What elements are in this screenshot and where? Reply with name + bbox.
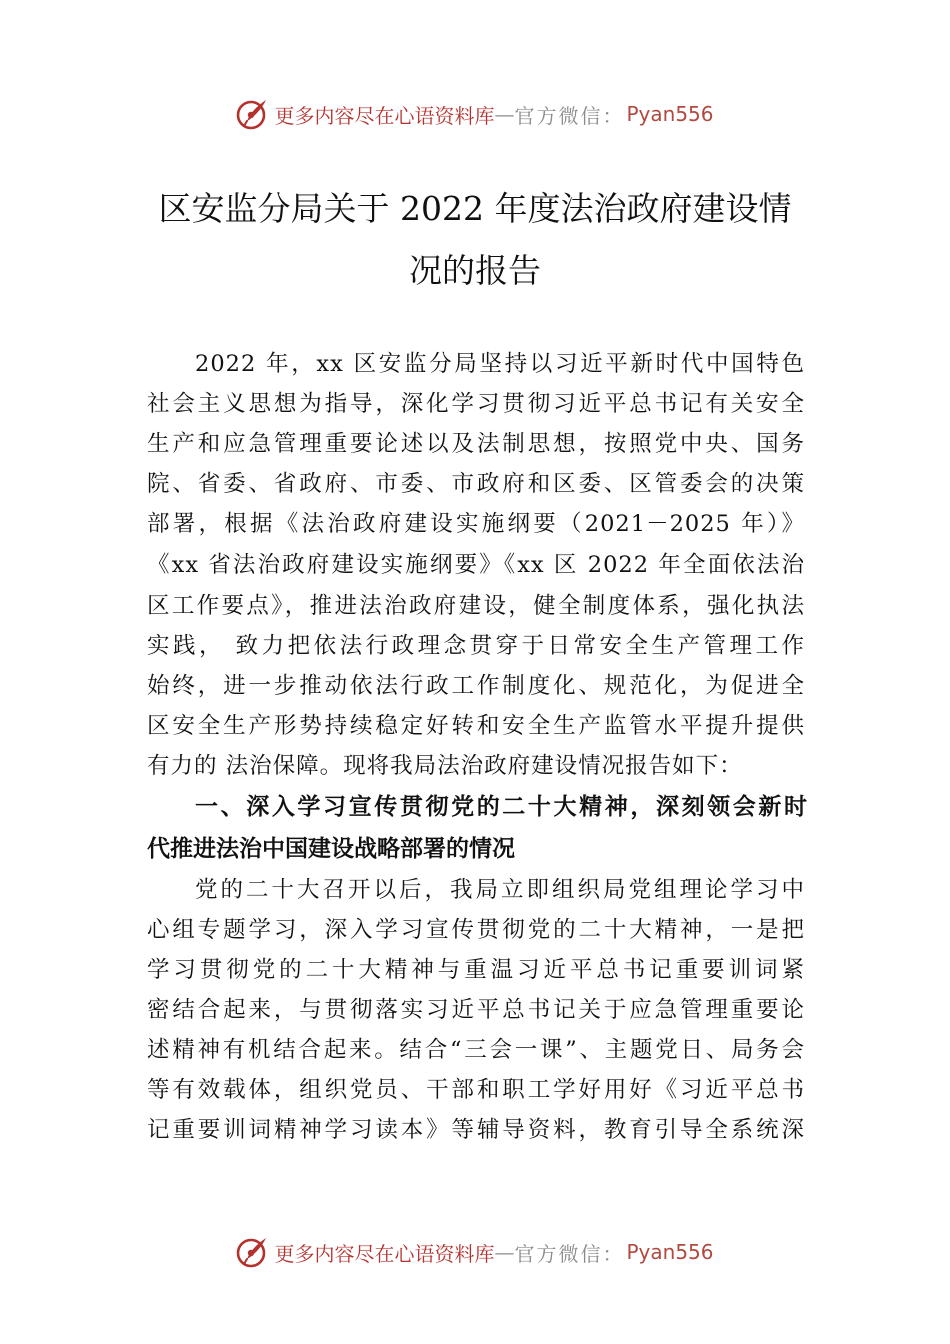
paragraph-1-line: 区安全生产形势持续稳定好转和安全生产监管水平提升提供	[147, 713, 805, 739]
section-1-heading-line-1: 一、深入学习宣传贯彻党的二十大精神，深刻领会新时	[195, 794, 807, 820]
paragraph-1-line: 区工作要点》，推进法治政府建设，健全制度体系，强化执法	[147, 593, 805, 619]
quill-logo-icon	[236, 97, 270, 131]
paragraph-2-line: 党的二十大召开以后，我局立即组织局党组理论学习中	[195, 877, 805, 903]
paragraph-2-line: 记重要训词精神学习读本》等辅导资料，教育引导全系统深	[147, 1117, 805, 1143]
paragraph-1-line: 始终，进一步推动依法行政工作制度化、规范化，为促进全	[147, 673, 805, 699]
banner-dash: —	[494, 1240, 515, 1264]
paragraph-1-line: 部署，根据《法治政府建设实施纲要（2021－2025 年）》	[147, 511, 805, 537]
paragraph-1-line: 生产和应急管理重要论述以及法制思想，按照党中央、国务	[147, 431, 805, 457]
paragraph-1-line: 有力的 法治保障。现将我局法治政府建设情况报告如下：	[147, 753, 743, 779]
section-1-heading-line-2: 代推进法治中国建设战略部署的情况	[147, 836, 515, 862]
banner-wechat-account: Pyan556	[626, 1240, 714, 1264]
paragraph-2-line: 密结合起来，与贯彻落实习近平总书记关于应急管理重要论	[147, 997, 805, 1023]
banner-wechat-label: 官方微信：	[514, 103, 625, 128]
paragraph-2-line: 述精神有机结合起来。结合“三会一课”、主题党日、局务会	[147, 1037, 805, 1063]
footer-banner	[0, 1232, 950, 1272]
paragraph-1-line: 实践， 致力把依法行政理念贯穿于日常安全生产管理工作	[147, 633, 805, 659]
banner-dash: —	[494, 102, 515, 126]
paragraph-2-line: 等有效载体，组织党员、干部和职工学好用好《习近平总书	[147, 1077, 805, 1103]
paragraph-2-line: 学习贯彻党的二十大精神与重温习近平总书记重要训词紧	[147, 957, 805, 983]
document-title-line-1: 区安监分局关于 2022 年度法治政府建设情	[158, 189, 792, 228]
banner-wechat-label: 官方微信：	[514, 1241, 625, 1266]
document-title-line-2: 况的报告	[409, 251, 541, 290]
header-banner	[0, 94, 950, 134]
banner-wechat-account: Pyan556	[626, 102, 714, 126]
banner-promo-text: 更多内容尽在心语资料库	[274, 103, 495, 128]
banner-promo-text: 更多内容尽在心语资料库	[274, 1241, 495, 1266]
quill-logo-icon	[236, 1235, 270, 1269]
paragraph-1-line: 社会主义思想为指导，深化学习贯彻习近平总书记有关安全	[147, 391, 805, 417]
paragraph-1-line: 2022 年，xx 区安监分局坚持以习近平新时代中国特色	[195, 351, 805, 377]
paragraph-1-line: 《xx 省法治政府建设实施纲要》《xx 区 2022 年全面依法治	[147, 552, 805, 578]
paragraph-2-line: 心组专题学习，深入学习宣传贯彻党的二十大精神，一是把	[147, 917, 805, 943]
paragraph-1-line: 院、省委、省政府、市委、市政府和区委、区管委会的决策	[147, 471, 805, 497]
